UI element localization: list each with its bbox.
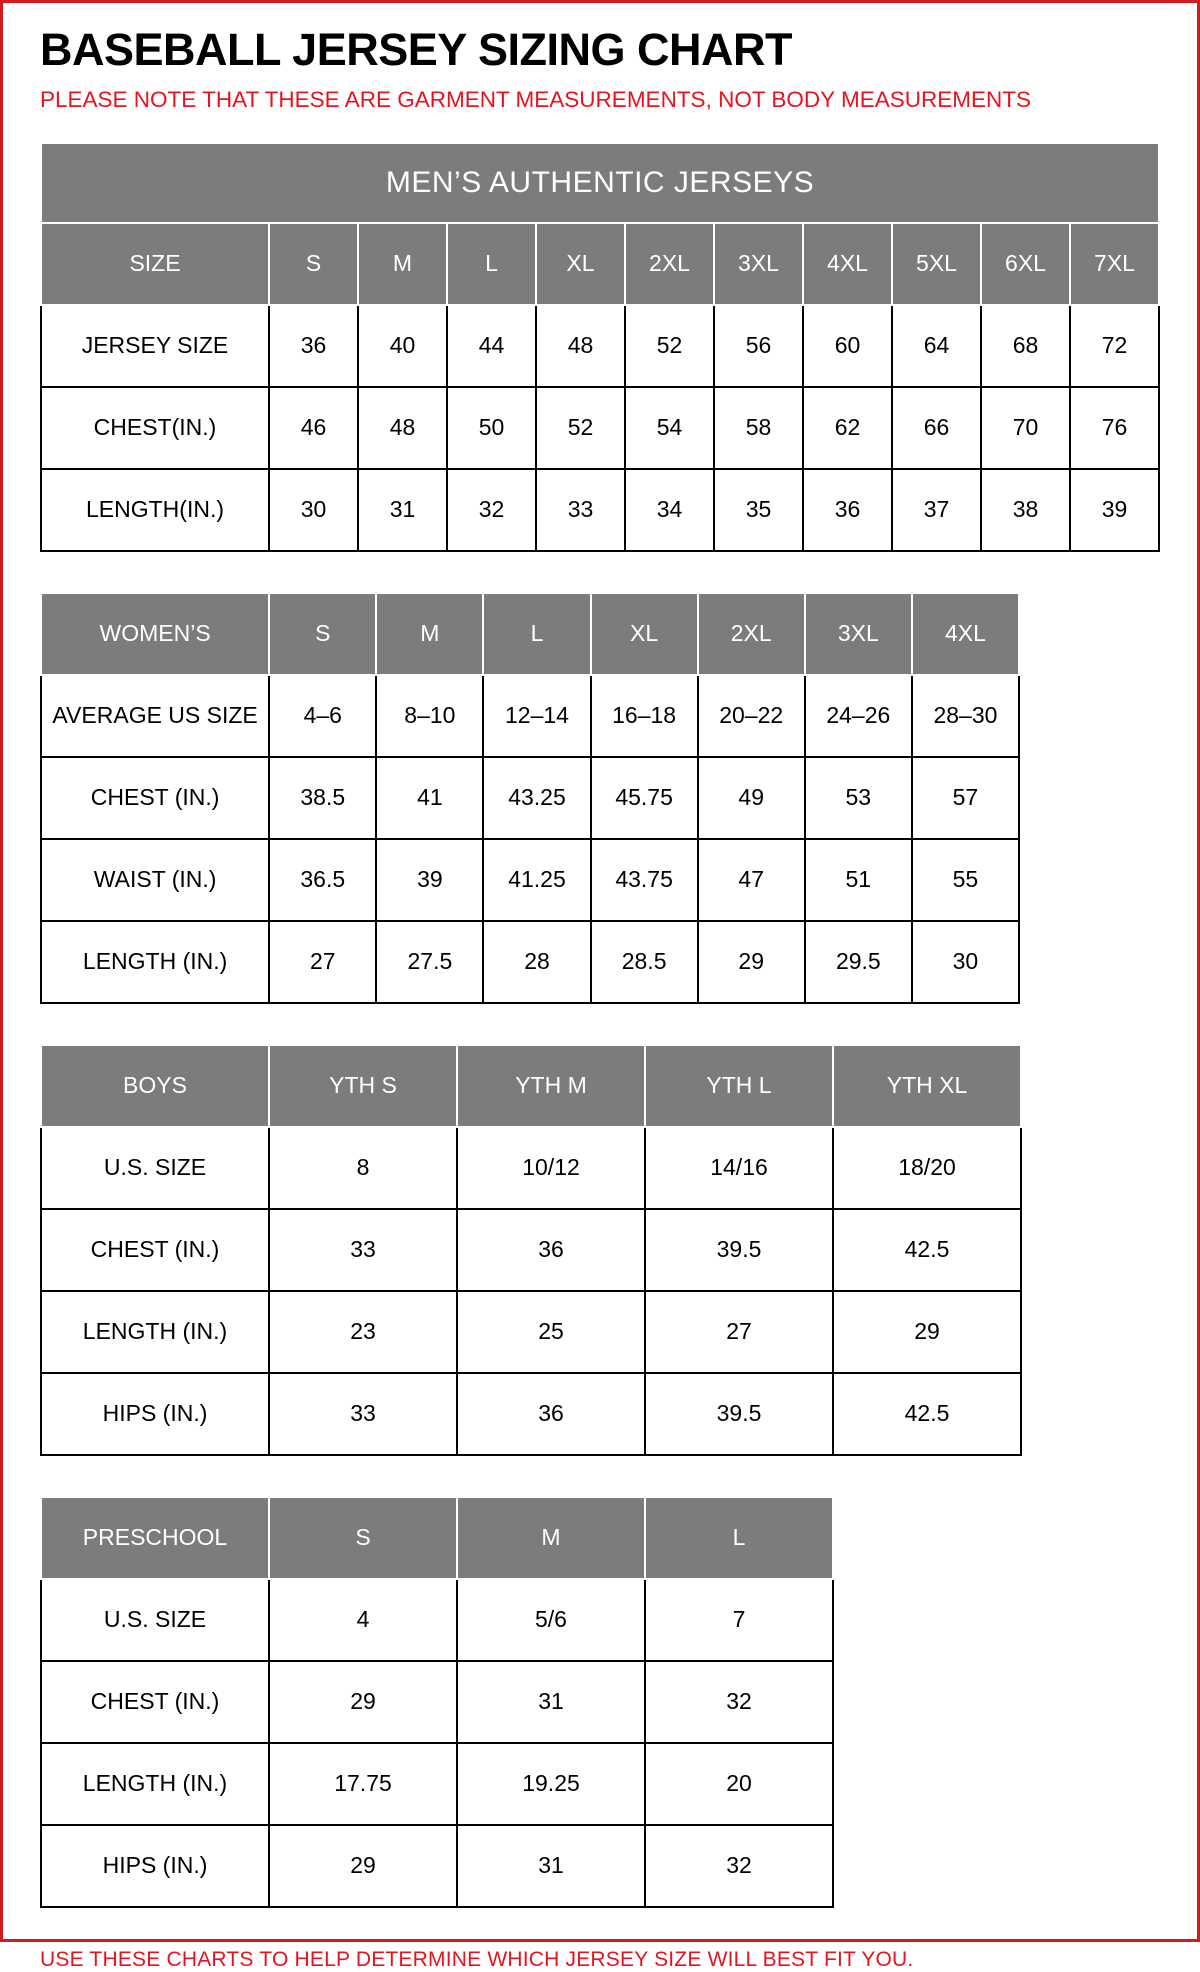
- mens-size-header: 4XL: [803, 223, 892, 305]
- cell: 14/16: [645, 1127, 833, 1209]
- row-label: HIPS (IN.): [41, 1825, 269, 1907]
- womens-size-header: 4XL: [912, 593, 1019, 675]
- cell: 28–30: [912, 675, 1019, 757]
- cell: 27: [269, 921, 376, 1003]
- womens-size-header: M: [376, 593, 483, 675]
- cell: 48: [358, 387, 447, 469]
- cell: 29: [698, 921, 805, 1003]
- cell: 31: [457, 1661, 645, 1743]
- mens-size-header: S: [269, 223, 358, 305]
- mens-size-header: 2XL: [625, 223, 714, 305]
- cell: 29: [269, 1825, 457, 1907]
- cell: 31: [457, 1825, 645, 1907]
- row-label: LENGTH(IN.): [41, 469, 269, 551]
- cell: 47: [698, 839, 805, 921]
- cell: 27: [645, 1291, 833, 1373]
- row-label: HIPS (IN.): [41, 1373, 269, 1455]
- mens-size-header: 6XL: [981, 223, 1070, 305]
- cell: 38.5: [269, 757, 376, 839]
- preschool-size-header: M: [457, 1497, 645, 1579]
- cell: 66: [892, 387, 981, 469]
- cell: 29.5: [805, 921, 912, 1003]
- cell: 39.5: [645, 1209, 833, 1291]
- row-label: WAIST (IN.): [41, 839, 269, 921]
- cell: 12–14: [483, 675, 590, 757]
- row-label: LENGTH (IN.): [41, 1291, 269, 1373]
- womens-size-header: 3XL: [805, 593, 912, 675]
- cell: 44: [447, 305, 536, 387]
- cell: 40: [358, 305, 447, 387]
- row-label: U.S. SIZE: [41, 1579, 269, 1661]
- page-title: BASEBALL JERSEY SIZING CHART: [40, 24, 792, 75]
- table-row: [41, 839, 1019, 921]
- mens-header-label: SIZE: [41, 223, 269, 305]
- cell: 48: [536, 305, 625, 387]
- cell: 58: [714, 387, 803, 469]
- cell: 17.75: [269, 1743, 457, 1825]
- womens-size-header: 2XL: [698, 593, 805, 675]
- row-label: CHEST(IN.): [41, 387, 269, 469]
- mens-size-header: XL: [536, 223, 625, 305]
- cell: 60: [803, 305, 892, 387]
- table-row: [41, 1825, 833, 1907]
- boys-size-header: YTH L: [645, 1045, 833, 1127]
- cell: 35: [714, 469, 803, 551]
- cell: 36: [269, 305, 358, 387]
- row-label: LENGTH (IN.): [41, 921, 269, 1003]
- cell: 33: [536, 469, 625, 551]
- cell: 54: [625, 387, 714, 469]
- preschool-sizing-table: [40, 1496, 834, 1908]
- cell: 23: [269, 1291, 457, 1373]
- cell: 43.25: [483, 757, 590, 839]
- cell: 39: [376, 839, 483, 921]
- row-label: AVERAGE US SIZE: [41, 675, 269, 757]
- footnote: USE THESE CHARTS TO HELP DETERMINE WHICH JERSEY SIZE WILL BEST FIT YOU.: [40, 1947, 914, 1971]
- cell: 50: [447, 387, 536, 469]
- table-row: [41, 1209, 1021, 1291]
- mens-banner: MEN’S AUTHENTIC JERSEYS: [41, 143, 1159, 223]
- cell: 31: [358, 469, 447, 551]
- mens-size-header: 5XL: [892, 223, 981, 305]
- cell: 39: [1070, 469, 1159, 551]
- row-label: CHEST (IN.): [41, 1661, 269, 1743]
- cell: 19.25: [457, 1743, 645, 1825]
- cell: 8: [269, 1127, 457, 1209]
- cell: 25: [457, 1291, 645, 1373]
- row-label: CHEST (IN.): [41, 757, 269, 839]
- cell: 33: [269, 1209, 457, 1291]
- cell: 29: [833, 1291, 1021, 1373]
- table-row: [41, 1579, 833, 1661]
- table-header-row: [41, 1045, 1021, 1127]
- cell: 42.5: [833, 1209, 1021, 1291]
- cell: 45.75: [591, 757, 698, 839]
- cell: 62: [803, 387, 892, 469]
- cell: 52: [536, 387, 625, 469]
- cell: 16–18: [591, 675, 698, 757]
- cell: 70: [981, 387, 1070, 469]
- cell: 41: [376, 757, 483, 839]
- cell: 76: [1070, 387, 1159, 469]
- cell: 28.5: [591, 921, 698, 1003]
- boys-sizing-table: [40, 1044, 1022, 1456]
- cell: 32: [447, 469, 536, 551]
- womens-sizing-table: [40, 592, 1020, 1004]
- cell: 39.5: [645, 1373, 833, 1455]
- table-header-row: [41, 593, 1019, 675]
- cell: 36.5: [269, 839, 376, 921]
- cell: 52: [625, 305, 714, 387]
- table-row: [41, 305, 1159, 387]
- cell: 49: [698, 757, 805, 839]
- womens-size-header: XL: [591, 593, 698, 675]
- cell: 32: [645, 1661, 833, 1743]
- cell: 33: [269, 1373, 457, 1455]
- womens-size-header: L: [483, 593, 590, 675]
- cell: 32: [645, 1825, 833, 1907]
- boys-size-header: YTH M: [457, 1045, 645, 1127]
- cell: 20: [645, 1743, 833, 1825]
- table-header-row: [41, 223, 1159, 305]
- cell: 8–10: [376, 675, 483, 757]
- cell: 30: [269, 469, 358, 551]
- cell: 36: [457, 1373, 645, 1455]
- cell: 51: [805, 839, 912, 921]
- preschool-size-header: S: [269, 1497, 457, 1579]
- cell: 56: [714, 305, 803, 387]
- mens-size-header: L: [447, 223, 536, 305]
- mens-size-header: 7XL: [1070, 223, 1159, 305]
- row-label: U.S. SIZE: [41, 1127, 269, 1209]
- cell: 4: [269, 1579, 457, 1661]
- cell: 68: [981, 305, 1070, 387]
- womens-size-header: S: [269, 593, 376, 675]
- cell: 42.5: [833, 1373, 1021, 1455]
- table-row: [41, 387, 1159, 469]
- cell: 64: [892, 305, 981, 387]
- table-row: [41, 469, 1159, 551]
- table-row: [41, 1373, 1021, 1455]
- boys-size-header: YTH S: [269, 1045, 457, 1127]
- cell: 5/6: [457, 1579, 645, 1661]
- cell: 29: [269, 1661, 457, 1743]
- cell: 36: [457, 1209, 645, 1291]
- cell: 4–6: [269, 675, 376, 757]
- cell: 37: [892, 469, 981, 551]
- cell: 36: [803, 469, 892, 551]
- cell: 30: [912, 921, 1019, 1003]
- boys-header-label: BOYS: [41, 1045, 269, 1127]
- boys-size-header: YTH XL: [833, 1045, 1021, 1127]
- mens-size-header: M: [358, 223, 447, 305]
- cell: 72: [1070, 305, 1159, 387]
- table-row: [41, 1661, 833, 1743]
- cell: 53: [805, 757, 912, 839]
- table-row: [41, 675, 1019, 757]
- cell: 10/12: [457, 1127, 645, 1209]
- table-banner-row: [41, 143, 1159, 223]
- table-row: [41, 1291, 1021, 1373]
- cell: 55: [912, 839, 1019, 921]
- cell: 46: [269, 387, 358, 469]
- mens-size-header: 3XL: [714, 223, 803, 305]
- cell: 34: [625, 469, 714, 551]
- row-label: JERSEY SIZE: [41, 305, 269, 387]
- cell: 41.25: [483, 839, 590, 921]
- cell: 27.5: [376, 921, 483, 1003]
- cell: 43.75: [591, 839, 698, 921]
- row-label: CHEST (IN.): [41, 1209, 269, 1291]
- preschool-size-header: L: [645, 1497, 833, 1579]
- preschool-header-label: PRESCHOOL: [41, 1497, 269, 1579]
- cell: 57: [912, 757, 1019, 839]
- cell: 7: [645, 1579, 833, 1661]
- cell: 18/20: [833, 1127, 1021, 1209]
- womens-header-label: WOMEN’S: [41, 593, 269, 675]
- table-row: [41, 921, 1019, 1003]
- cell: 38: [981, 469, 1070, 551]
- table-row: [41, 1127, 1021, 1209]
- mens-sizing-table: [40, 142, 1160, 552]
- cell: 24–26: [805, 675, 912, 757]
- table-row: [41, 757, 1019, 839]
- cell: 20–22: [698, 675, 805, 757]
- table-header-row: [41, 1497, 833, 1579]
- page-subtitle: PLEASE NOTE THAT THESE ARE GARMENT MEASUREMENTS, NOT BODY MEASUREMENTS: [40, 87, 1032, 113]
- row-label: LENGTH (IN.): [41, 1743, 269, 1825]
- cell: 28: [483, 921, 590, 1003]
- table-row: [41, 1743, 833, 1825]
